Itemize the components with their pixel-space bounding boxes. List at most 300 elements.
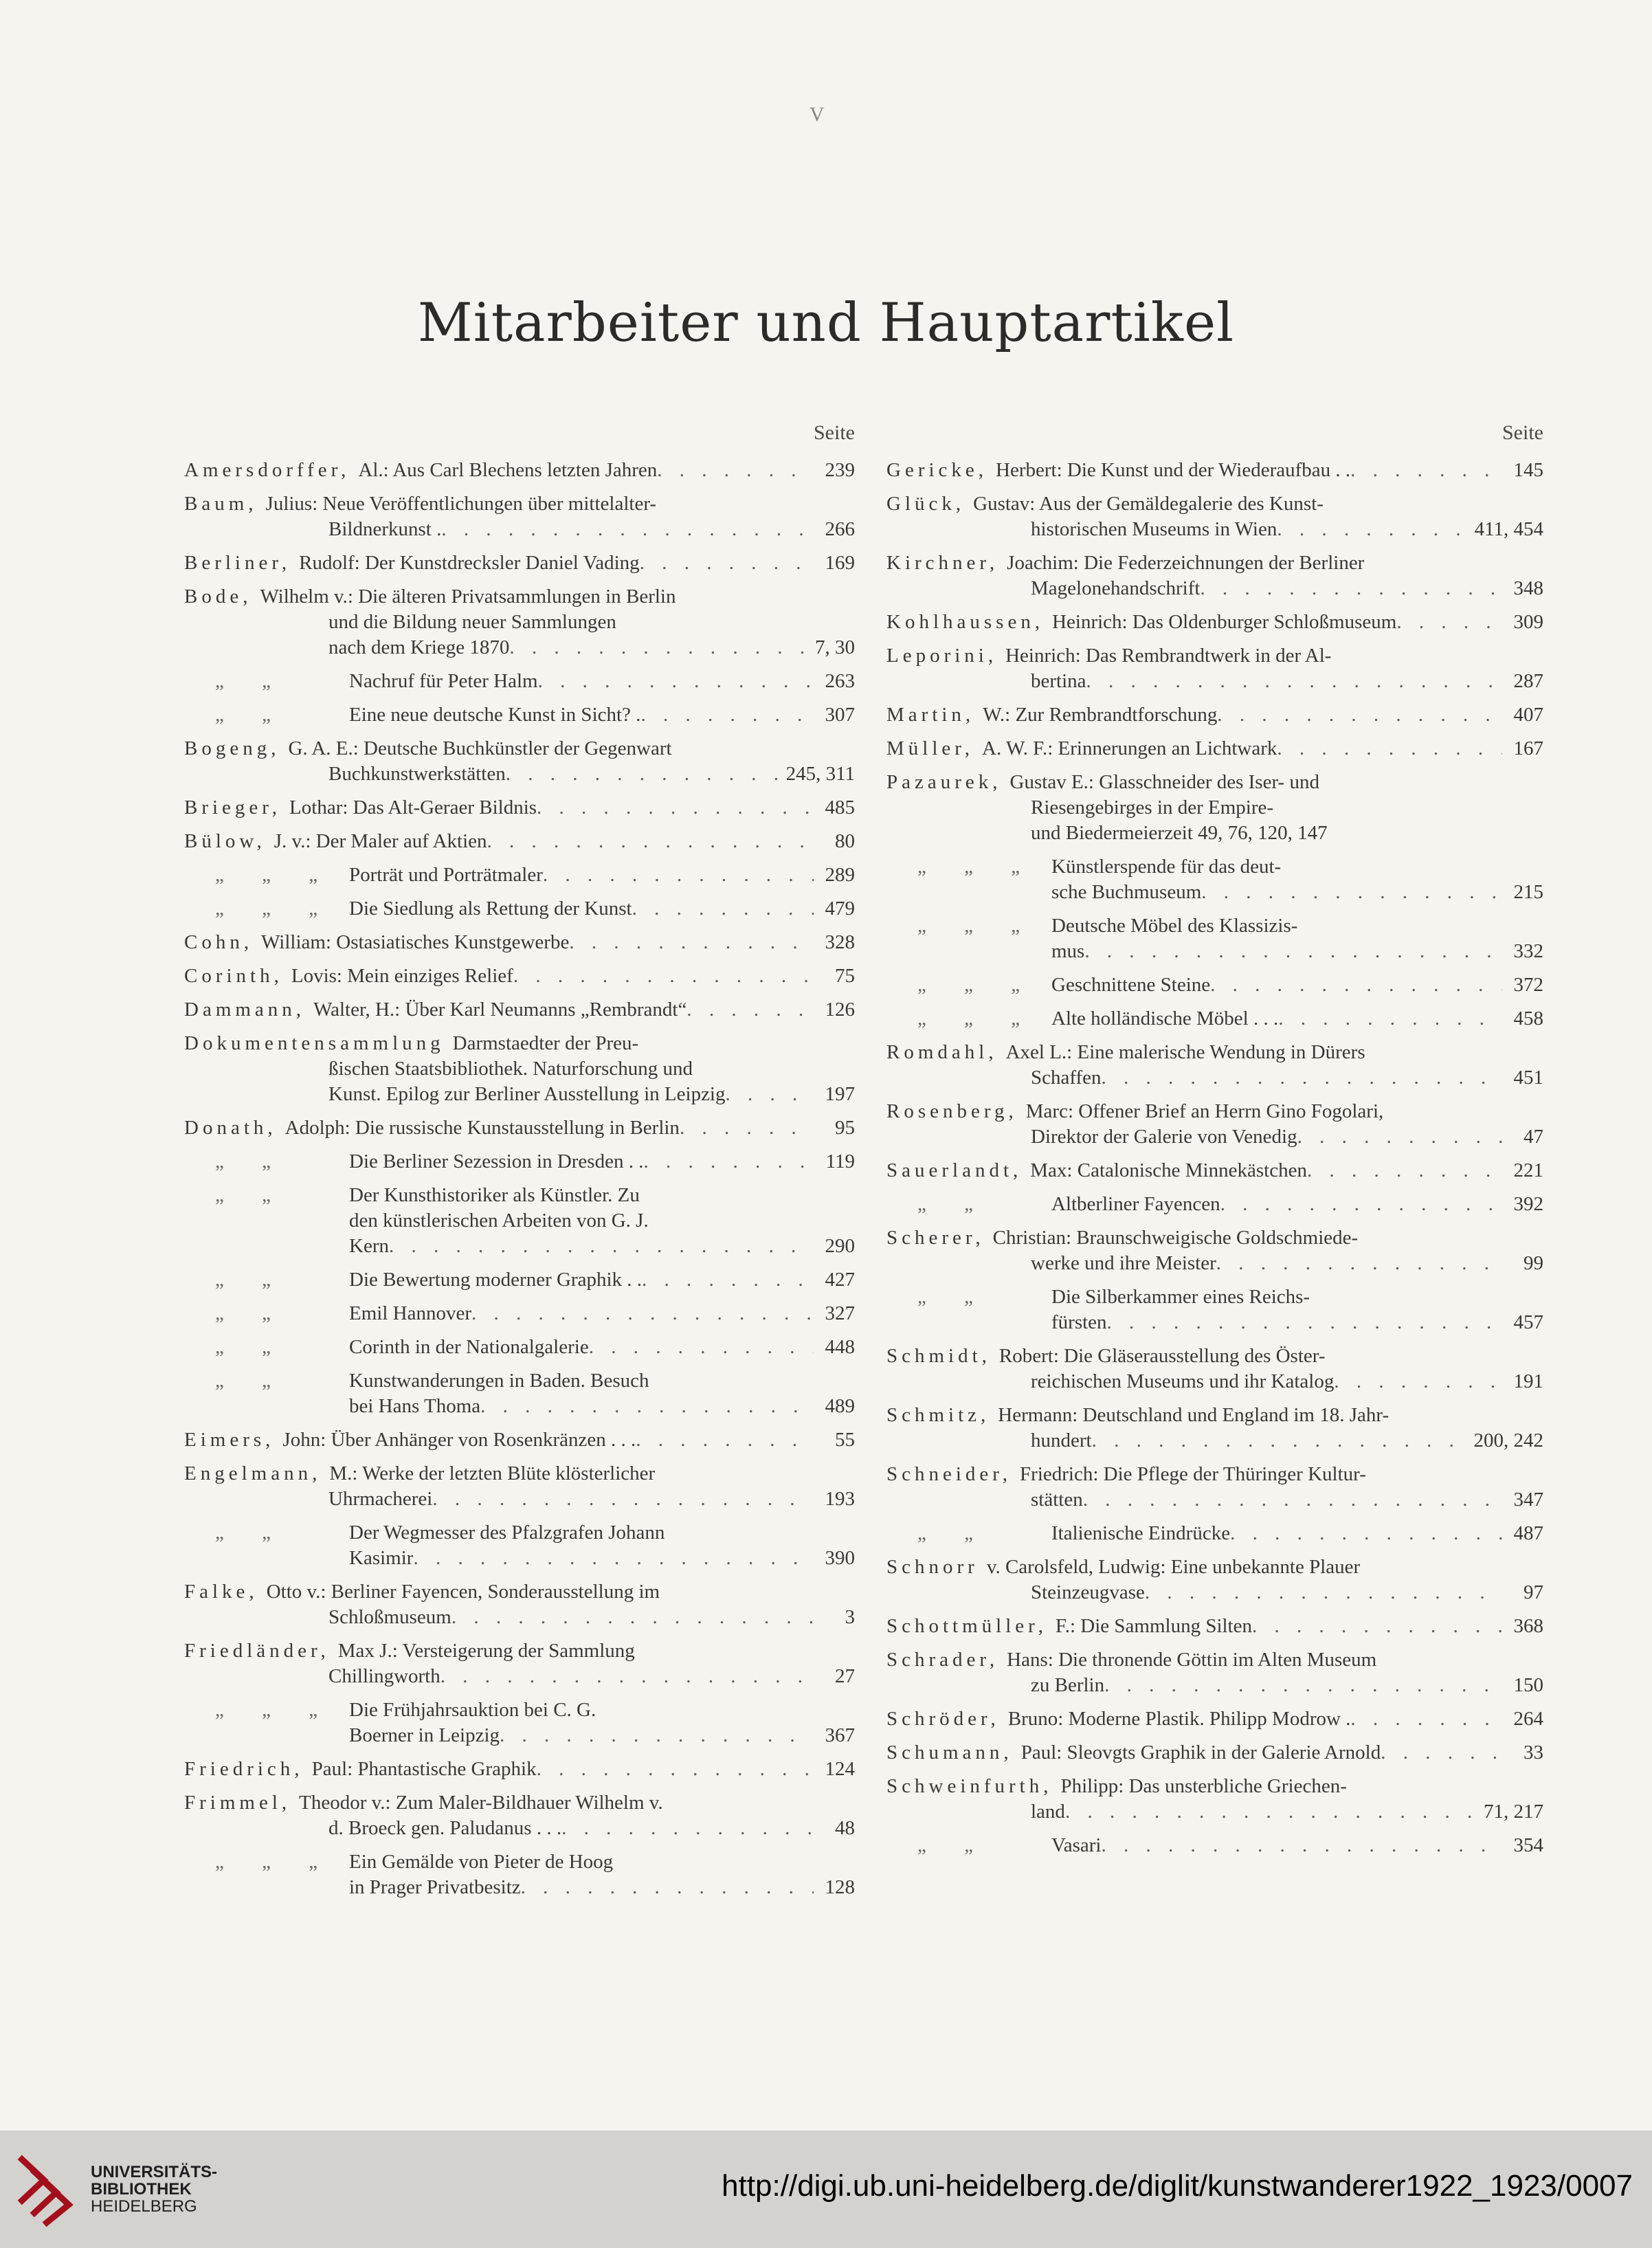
page-reference: 27 [835,1665,855,1687]
page-reference: 75 [835,965,855,987]
entry-author: Engelmann, [184,1462,322,1484]
index-entry [184,964,855,989]
entry-line [184,896,855,922]
leader-dots [487,829,814,854]
seite-header-left: Seite [814,421,855,444]
entry-line [886,1706,1543,1732]
entry-text: Künstlerspende für das deut- [1051,856,1282,878]
entry-text: Hermann: Deutschland und England im 18. Jahr- [998,1404,1389,1426]
page-reference: 263 [825,670,855,692]
index-entry [886,1225,1543,1276]
entry-text: Geschnittene Steine [1051,974,1211,996]
entry-line [184,1056,855,1082]
entry-author: Schrader, [886,1649,999,1671]
leader-dots [1107,1310,1502,1335]
entry-line [886,669,1543,694]
index-entry [184,1461,855,1512]
page-reference: 119 [825,1150,855,1172]
index-entry [184,491,855,542]
page-reference: 3 [845,1606,855,1628]
entry-text: Die Berliner Sezession in Dresden . . [349,1150,644,1172]
page-reference: 169 [825,552,855,574]
entry-line [886,1344,1543,1369]
leader-dots [687,997,814,1023]
entry-line [886,517,1543,542]
entry-text: Steinzeugvase [1031,1581,1145,1603]
entry-text: Eine neue deutsche Kunst in Sicht? . [349,704,641,726]
entry-line [886,1462,1543,1487]
entry-text: v. Carolsfeld, Ludwig: Eine unbekannte Plauer [986,1556,1361,1578]
entry-text: Rudolf: Der Kunstdrecksler Daniel Vading [299,552,640,574]
leader-dots [1307,1158,1502,1183]
entry-text: sche Buchmuseum [1051,881,1202,903]
entry-line [886,1799,1543,1825]
page-reference: 221 [1513,1159,1543,1181]
entry-author: Schneider, [886,1463,1012,1485]
index-entry [886,491,1543,542]
entry-line [184,1234,855,1259]
entry-line [886,795,1543,821]
entry-author: Amersdorffer, [184,459,350,481]
entry-line [886,1251,1543,1276]
index-entry [886,610,1543,635]
page-reference: 457 [1513,1311,1543,1333]
entry-text: und die Bildung neuer Sammlungen [328,611,616,633]
leader-dots [657,458,814,483]
entry-line [184,1183,855,1208]
entry-line [886,1555,1543,1580]
leader-dots [432,1487,814,1512]
index-entry [886,702,1543,728]
entry-text: Ein Gemälde von Pieter de Hoog [349,1851,614,1873]
entry-line [184,736,855,761]
entry-line [184,1368,855,1394]
leader-dots [640,550,814,576]
entry-author: Bülow, [184,830,266,852]
page-reference: 289 [825,864,855,886]
ditto-mark: „ „ „ [917,856,1037,878]
entry-text: Schloßmuseum [328,1606,451,1628]
entry-line [184,863,855,888]
entry-text: mus [1051,940,1085,962]
index-entry [886,1521,1543,1546]
entry-author: Schmidt, [886,1345,991,1367]
index-entry [886,1833,1543,1858]
entry-line [184,584,855,610]
entry-text: Die Silberkammer eines Reichs- [1051,1286,1310,1308]
entry-text: Die Siedlung als Rettung der Kunst [349,898,632,920]
entry-text: zu Berlin [1031,1674,1105,1696]
index-entry [184,550,855,576]
leader-dots [680,1115,814,1141]
index-entry [886,854,1543,905]
entry-author: Schweinfurth, [886,1775,1053,1797]
leader-dots [1201,880,1502,905]
entry-text: Axel L.: Eine malerische Wendung in Dürers [1005,1041,1365,1063]
entry-text: Corinth in der Nationalgalerie [349,1336,589,1358]
page-reference: 33 [1523,1741,1543,1763]
entry-line [886,610,1543,635]
library-name [91,2163,217,2215]
entry-author: Gericke, [886,459,988,481]
entry-line [184,1849,855,1875]
library-name-line1: UNIVERSITÄTS- [91,2163,218,2181]
entry-text: Uhrmacherei [328,1488,433,1510]
entry-line [184,1394,855,1419]
index-entry [184,584,855,660]
leader-dots [537,1757,814,1782]
page-reference: 48 [835,1817,855,1839]
leader-dots [451,1605,814,1630]
index-entry [184,1149,855,1175]
entry-text: A. W. F.: Erinnerungen an Lichtwark [982,737,1277,759]
entry-line [184,1335,855,1360]
entry-text: Die Frühjahrsauktion bei C. G. [349,1699,596,1721]
index-entry [184,997,855,1023]
index-column-right [886,412,1543,1867]
ditto-mark: „ „ [215,1522,287,1544]
entry-line [886,1158,1543,1183]
entry-text: Kern [349,1235,389,1257]
index-entry [184,1849,855,1900]
entry-line [184,1605,855,1630]
index-entry [184,1267,855,1293]
footer-bar [0,2130,1652,2248]
leader-dots [1145,1580,1502,1605]
index-entry [184,458,855,483]
library-logo-icon [16,2151,80,2227]
library-name-line2: BIBLIOTHEK [91,2180,192,2199]
ditto-mark: „ „ „ [917,915,1037,937]
leader-dots [521,1875,814,1900]
page-reference: 239 [825,459,855,481]
entry-line [886,880,1543,905]
entry-text: reichischen Museums und ihr Katalog [1031,1370,1335,1392]
page-reference: 411, 454 [1474,518,1543,540]
leader-dots [1277,736,1502,761]
page-reference: 368 [1513,1615,1543,1637]
ditto-mark: „ „ [917,1193,990,1215]
index-entry [184,829,855,854]
entry-line [184,1487,855,1512]
index-entry [886,972,1543,998]
entry-author: Bode, [184,586,252,608]
index-entry [886,1555,1543,1605]
entry-line [184,1579,855,1605]
entry-line [886,913,1543,939]
entry-line [184,1520,855,1546]
page-reference: 191 [1513,1370,1543,1392]
index-entry [184,669,855,694]
entry-text: bertina [1031,670,1086,692]
entry-line [886,1673,1543,1698]
page-reference: 372 [1513,974,1543,996]
entry-text: hundert [1031,1429,1092,1451]
entry-line [886,1774,1543,1799]
leader-dots [1084,939,1502,964]
leader-dots [1350,458,1502,483]
entry-text: Otto v.: Berliner Fayencen, Sonderausstellung im [266,1581,660,1603]
entry-text: Darmstaedter der Preu- [452,1032,639,1054]
entry-text: Al.: Aus Carl Blechens letzten Jahren [358,459,658,481]
page-reference: 489 [825,1395,855,1417]
leader-dots [1334,1369,1502,1394]
entry-line [184,610,855,635]
entry-line [184,1208,855,1234]
index-entry [886,1614,1543,1639]
entry-text: Max J.: Versteigerung der Sammlung [337,1640,635,1662]
entry-line [886,939,1543,964]
index-entry [886,458,1543,483]
page-reference: 128 [825,1876,855,1898]
entry-text: den künstlerischen Arbeiten von G. J. [349,1210,649,1232]
entry-line [184,997,855,1023]
index-entry [184,1115,855,1141]
entry-text: Der Kunsthistoriker als Künstler. Zu [349,1184,640,1206]
ditto-mark: „ „ [215,1184,287,1206]
leader-dots [1086,669,1502,694]
entry-author: Schottmüller, [886,1615,1047,1637]
entry-line [184,1875,855,1900]
entry-line [184,761,855,787]
ditto-mark: „ „ [917,1834,990,1856]
leader-dots [1083,1487,1502,1513]
entry-author: Brieger, [184,797,282,819]
page-reference: 167 [1513,737,1543,759]
index-entry [886,1344,1543,1394]
entry-line [184,930,855,955]
ditto-mark: „ „ [215,1336,287,1358]
leader-dots [1277,517,1467,542]
entry-text: in Prager Privatbesitz [349,1876,521,1898]
leader-dots [1350,1706,1502,1732]
page-reference: 451 [1513,1067,1543,1089]
leader-dots [640,702,814,728]
entry-text: nach dem Kriege 1870 [328,636,510,658]
entry-text: Schaffen [1031,1067,1102,1089]
entry-text: G. A. E.: Deutsche Buchkünstler der Gegenwart [288,737,672,759]
leader-dots [513,964,814,989]
entry-author: Berliner, [184,552,291,574]
index-entry [184,1579,855,1630]
entry-text: Joachim: Die Federzeichnungen der Berliner [1007,552,1365,574]
page-reference: 328 [825,931,855,953]
entry-line [886,1521,1543,1546]
entry-author: Corinth, [184,965,283,987]
page-reference: 124 [825,1758,855,1780]
ditto-mark: „ „ „ [215,898,335,920]
leader-dots [569,930,814,955]
entry-line [184,1816,855,1841]
entry-text: fürsten [1051,1311,1107,1333]
entry-line [184,550,855,576]
entry-text: Magelonehandschrift [1031,577,1201,599]
entry-line [184,964,855,989]
leader-dots [1297,1124,1502,1150]
leader-dots [589,1335,814,1360]
entry-author: Glück, [886,493,965,515]
page-reference: 7, 30 [815,636,855,658]
entry-line [184,1664,855,1689]
index-entry [886,1774,1543,1825]
page-reference: 287 [1513,670,1543,692]
page-reference: 347 [1513,1489,1543,1511]
entry-line [886,1124,1543,1150]
page-reference: 479 [825,898,855,920]
entry-list-right [886,458,1543,1858]
entry-line [184,669,855,694]
entry-text: John: Über Anhänger von Rosenkränzen . . . [282,1429,636,1451]
page-number: V [810,103,825,126]
entry-text: Herbert: Die Kunst und der Wiederaufbau . . [996,459,1351,481]
page-reference: 290 [825,1235,855,1257]
entry-text: Gustav E.: Glasschneider des Iser- und [1009,771,1319,793]
entry-text: Altberliner Fayencen [1051,1193,1220,1215]
index-entry [886,550,1543,601]
library-name-line3: HEIDELBERG [91,2197,197,2216]
index-entry [886,913,1543,964]
leader-dots [1217,702,1502,728]
entry-line [886,972,1543,998]
entry-text: Max: Catalonische Minnekästchen [1030,1159,1307,1181]
entry-line [886,1403,1543,1428]
index-entry [184,930,855,955]
ditto-mark: „ „ „ [917,974,1037,996]
entry-line [886,643,1543,669]
entry-line [886,1647,1543,1673]
entry-text: Julius: Neue Veröffentlichungen über mittelalter- [265,493,657,515]
index-entry [184,1790,855,1841]
page-reference: 245, 311 [785,763,855,785]
entry-line [184,1698,855,1723]
entry-text: Alte holländische Möbel . . . [1051,1008,1279,1030]
entry-text: William: Ostasiatisches Kunstgewerbe [261,931,570,953]
ditto-mark: „ „ [215,1302,287,1324]
entry-text: Bruno: Moderne Plastik. Philipp Modrow . [1007,1708,1351,1730]
entry-line [886,702,1543,728]
entry-line [184,1757,855,1782]
entry-text: Direktor der Galerie von Venedig [1031,1126,1297,1148]
ditto-mark: „ „ [917,1286,990,1308]
page-reference: 200, 242 [1473,1429,1543,1451]
page-reference: 485 [825,797,855,819]
leader-dots [1065,1799,1477,1825]
entry-text: Chillingworth [328,1665,440,1687]
entry-line [886,458,1543,483]
entry-text: ßischen Staatsbibliothek. Naturforschung und [328,1058,693,1080]
page-reference: 197 [825,1083,855,1105]
entry-text: M.: Werke der letzten Blüte klösterlicher [329,1462,656,1484]
entry-text: Lovis: Mein einziges Relief [291,965,513,987]
entry-line [886,1369,1543,1394]
entry-text: stätten [1031,1489,1083,1511]
index-column-left [184,412,855,1908]
index-entry [184,1183,855,1259]
index-entry [886,1284,1543,1335]
entry-line [184,829,855,854]
index-entry [886,1706,1543,1732]
entry-text: d. Broeck gen. Paludanus . . . [328,1817,562,1839]
entry-author: Schumann, [886,1741,1013,1763]
entry-line [886,1310,1543,1335]
entry-line [886,1580,1543,1605]
ditto-mark: „ „ „ [215,1851,335,1873]
entry-author: Rosenberg, [886,1100,1018,1122]
entry-line [886,770,1543,795]
entry-text: werke und ihre Meister [1031,1252,1216,1274]
page-reference: 266 [825,518,855,540]
entry-text: Boerner in Leipzig [349,1724,500,1746]
page-reference: 407 [1513,704,1543,726]
page-reference: 71, 217 [1484,1801,1543,1823]
entry-text: Christian: Braunschweigische Goldschmiede- [992,1227,1359,1249]
index-entry [184,1031,855,1107]
ditto-mark: „ „ [215,704,287,726]
index-entry [184,1301,855,1326]
leader-dots [480,1394,814,1419]
leader-dots [413,1546,814,1571]
entry-line [184,1723,855,1748]
entry-line [886,1099,1543,1124]
page-reference: 215 [1513,881,1543,903]
entry-line [886,1740,1543,1766]
leader-dots [643,1149,814,1175]
entry-line [184,1427,855,1453]
page-reference: 264 [1513,1708,1543,1730]
entry-text: Hans: Die thronende Göttin im Alten Museum [1007,1649,1377,1671]
page-reference: 95 [835,1117,855,1139]
entry-line [184,635,855,660]
leader-dots [1101,1833,1502,1858]
page-reference: 80 [835,830,855,852]
leader-dots [389,1234,814,1259]
leader-dots [636,1427,814,1453]
leader-dots [726,1082,814,1107]
entry-line [886,1065,1543,1091]
index-entry [184,736,855,787]
source-url[interactable]: http://digi.ub.uni-heidelberg.de/diglit/kunstwanderer1922_1923/0007 [722,2169,1633,2203]
entry-text: Marc: Offener Brief an Herrn Gino Fogolari, [1025,1100,1384,1122]
entry-line [184,795,855,821]
ditto-mark: „ „ [215,1269,287,1291]
entry-author: Donath, [184,1117,277,1139]
entry-line [184,491,855,517]
entry-text: Paul: Sleovgts Graphik in der Galerie Arnold [1020,1741,1381,1763]
index-entry [886,1040,1543,1091]
page-reference: 150 [1513,1674,1543,1696]
page-reference: 327 [825,1302,855,1324]
entry-line [184,1301,855,1326]
index-entry [886,770,1543,846]
entry-line [886,854,1543,880]
ditto-mark: „ „ [215,1150,287,1172]
leader-dots [506,761,779,787]
leader-dots [537,795,814,821]
ditto-mark: „ „ [917,1522,990,1544]
entry-line [886,1284,1543,1310]
entry-author: Friedländer, [184,1640,330,1662]
entry-author: Leporini, [886,645,998,667]
entry-text: Lothar: Das Alt-Geraer Bildnis [289,797,537,819]
entry-text: Gustav: Aus der Gemäldegalerie des Kunst- [973,493,1324,515]
ditto-mark: „ „ „ [215,1699,335,1721]
entry-author: Schröder, [886,1708,1000,1730]
entry-author: Martin, [886,704,975,726]
entry-text: Wilhelm v.: Die älteren Privatsammlungen in Berlin [260,586,676,608]
page-reference: 126 [825,999,855,1021]
entry-author: Eimers, [184,1429,275,1451]
entry-author: Scherer, [886,1227,985,1249]
